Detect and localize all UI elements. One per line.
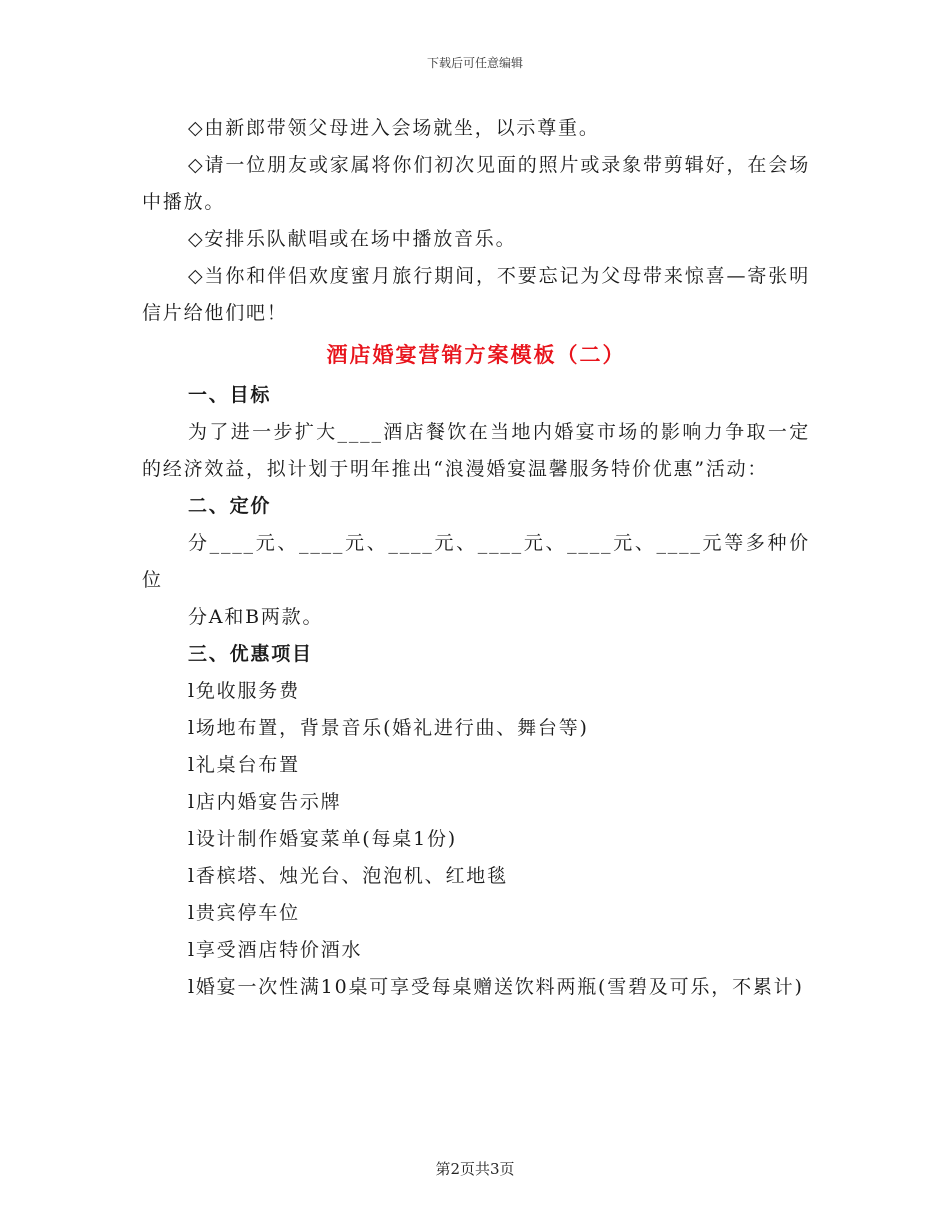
section-pricing-body: 分____元、____元、____元、____元、____元、____元等多种价位 (142, 532, 810, 591)
document-body (142, 110, 810, 1006)
page-header: 下载后可任意编辑 (426, 56, 523, 70)
section-heading-goal: 一、目标 (188, 384, 272, 406)
page-footer: 第2页共3页 (435, 1160, 515, 1178)
offer-item: l设计制作婚宴菜单(每桌1份) (188, 828, 457, 850)
section-heading-pricing: 二、定价 (188, 495, 272, 517)
offer-item: l场地布置，背景音乐(婚礼进行曲、舞台等) (188, 717, 589, 739)
section-goal-body: 为了进一步扩大____酒店餐饮在当地内婚宴市场的影响力争取一定的经济效益，拟计划于明年推出“浪漫婚宴温馨服务特价优惠”活动： (142, 421, 810, 480)
offer-item: l礼桌台布置 (188, 754, 300, 776)
intro-paragraph: ◇请一位朋友或家属将你们初次见面的照片或录象带剪辑好，在会场中播放。 (142, 154, 810, 213)
document-title: 酒店婚宴营销方案模板（二） (326, 343, 626, 367)
offer-item: l婚宴一次性满10桌可享受每桌赠送饮料两瓶(雪碧及可乐，不累计) (188, 976, 804, 998)
offer-item: l香槟塔、烛光台、泡泡机、红地毯 (188, 865, 508, 887)
offer-item: l享受酒店特价酒水 (188, 939, 363, 961)
offer-item: l免收服务费 (188, 680, 300, 702)
intro-paragraph: ◇由新郎带领父母进入会场就坐，以示尊重。 (188, 117, 600, 139)
intro-paragraph: ◇当你和伴侣欢度蜜月旅行期间，不要忘记为父母带来惊喜—寄张明信片给他们吧！ (142, 265, 810, 324)
offer-item: l贵宾停车位 (188, 902, 300, 924)
intro-paragraph: ◇安排乐队献唱或在场中播放音乐。 (188, 228, 517, 250)
section-heading-offers: 三、优惠项目 (188, 643, 313, 665)
section-pricing-variants: 分A和B两款。 (188, 606, 324, 628)
offer-item: l店内婚宴告示牌 (188, 791, 342, 813)
